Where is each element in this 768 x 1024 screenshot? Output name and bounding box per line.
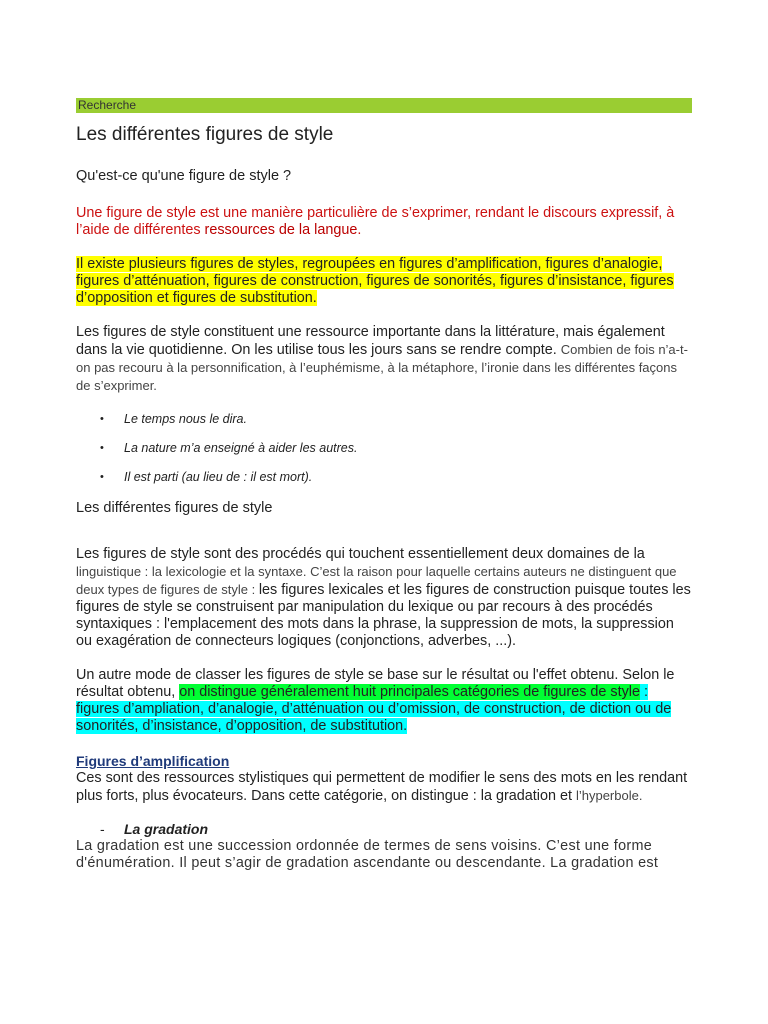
dash-marker: - [100,821,105,837]
categories-paragraph [76,256,692,307]
question-heading: Qu'est-ce qu'une figure de style ? [76,168,292,184]
gradation-paragraph: La gradation est une succession ordonnée de termes de sens voisins. C’est une forme d'énumération. Il peut s’agir de gradation ascendante ou descendante. La gradation est [76,838,659,871]
classification-paragraph [76,667,692,735]
search-banner[interactable] [76,98,692,113]
categories-highlight: Il existe plusieurs figures de styles, regroupées en figures d’amplification, figures d’analogie, figures d’atténuation, figures de construction, figures de sonorités, figures d’insistance, figures d’opposition et figures de substitution. [76,256,674,306]
usage-line2: Combien de fois n’a-t-on pas recouru à la personnification, à l’euphémisme, à la métaphore, l’ironie dans les différentes façons de s’exprimer. [76,342,688,393]
amplification-text1: Ces sont des ressources stylistiques qui permettent de modifier le sens des mots en les rendant plus forts, plus évocateurs. Dans cette catégorie, on distingue : la gradation et [76,770,688,804]
definition-end: . [357,222,362,238]
banner-label: Recherche [78,98,137,112]
gradation-heading [76,821,692,838]
example-text: Le temps nous le dira. [124,412,247,426]
list-item [76,469,692,485]
bullet-icon: • [100,413,104,425]
definition-link[interactable]: ressources de la langue [204,222,358,238]
list-item [76,411,692,427]
classification-text: Un autre mode de classer les figures de style se base sur le résultat ou l'effet obtenu. Selon le résultat obtenu, [76,667,675,700]
bullet-icon: • [100,471,104,483]
domains-text3: les figures lexicales et les figures de construction puisque toutes les figures de style se construisent par manipulation du lexique ou par recours à des procédés syntaxiques : l'emplacement des mots dans la phrase, la suppression de mots, la suppression ou exagération de connecteurs logiques (conjonctions, adverbes, ...). [76,582,691,649]
domains-text1: Les figures de style sont des procédés qui touchent essentiellement deux domaines de la [76,546,645,562]
page-title: Les différentes figures de style [76,124,334,145]
domains-text2: linguistique : la lexicologie et la syntaxe. C’est la raison pour laquelle certains auteurs ne distinguent que deux types de figures de style : [76,564,677,597]
amplification-paragraph [76,770,692,805]
document-page [76,98,692,872]
section-heading: Les différentes figures de style [76,500,273,516]
usage-paragraph [76,324,692,395]
amplification-heading[interactable]: Figures d’amplification [76,753,230,769]
domains-paragraph [76,546,692,650]
example-text: La nature m’a enseigné à aider les autres. [124,441,358,455]
classification-green-highlight: on distingue généralement huit principales catégories de figures de style [179,684,640,700]
examples-list [76,411,692,485]
example-text: Il est parti (au lieu de : il est mort). [124,470,313,484]
classification-separator: : [640,684,648,700]
usage-line1: Les figures de style constituent une ressource importante dans la littérature, mais également dans la vie quotidienne. On les utilise tous les jours sans se rendre compte. [76,324,665,358]
amplification-text2: l’hyperbole. [575,788,643,803]
classification-cyan-highlight: figures d’ampliation, d’analogie, d’atténuation ou d’omission, de construction, de diction ou de sonorités, d’insistance, d’opposition, de substitution. [76,701,672,734]
definition-text: Une figure de style est une manière particulière de s’exprimer, rendant le discours expressif, à l’aide de différentes [76,205,675,238]
gradation-title: La gradation [124,821,209,837]
bullet-icon: • [100,442,104,454]
definition-paragraph [76,205,692,239]
list-item [76,440,692,456]
